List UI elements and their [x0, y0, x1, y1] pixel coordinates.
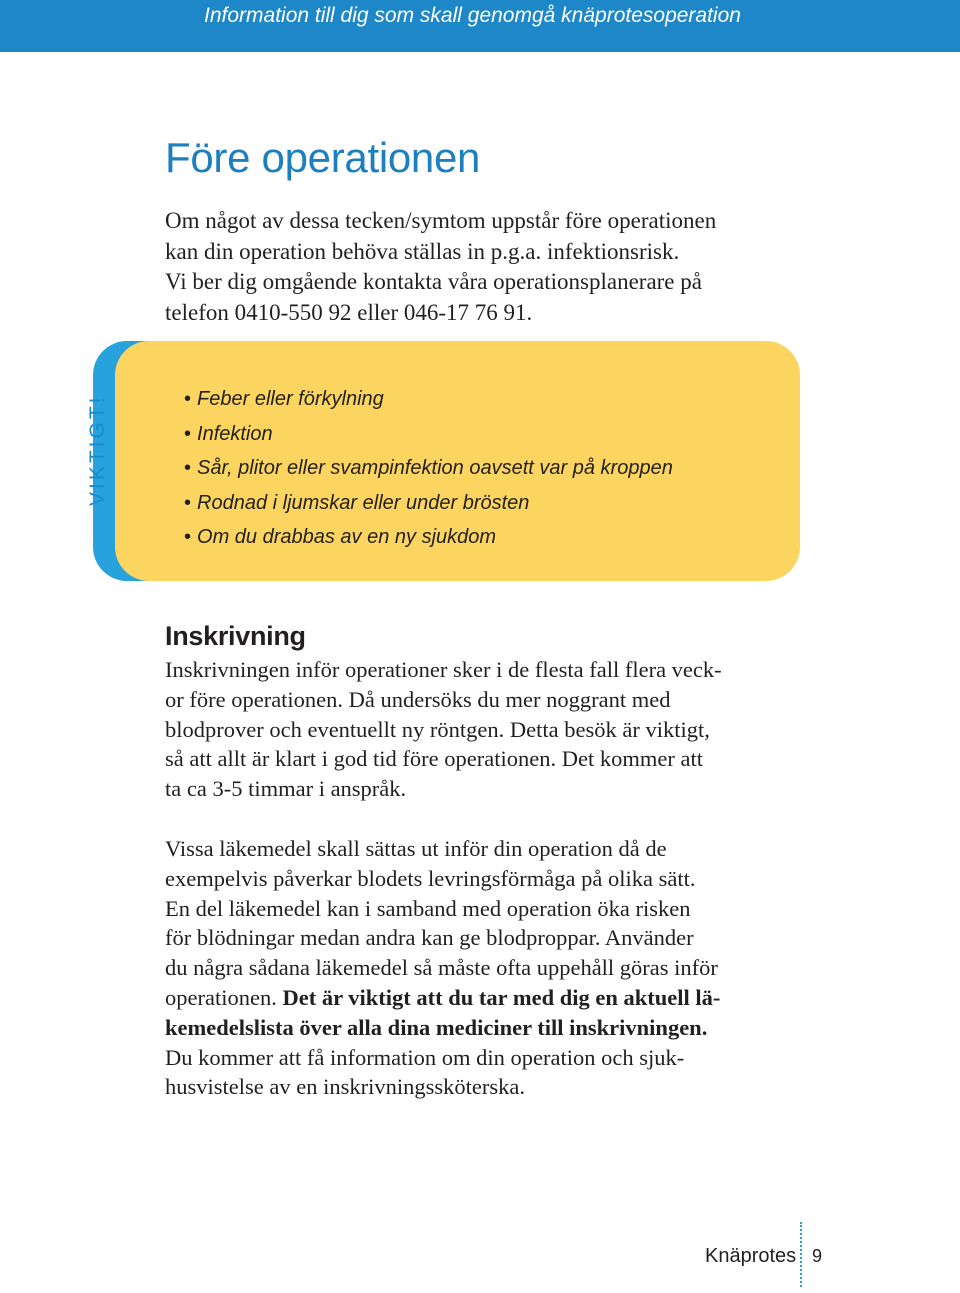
list-item-text: Feber eller förkylning: [197, 388, 384, 410]
paragraph-line: så att allt är klart i god tid före operationen. Det kommer att: [165, 746, 703, 772]
list-item: [184, 417, 673, 452]
paragraph-line: Inskrivningen inför operationer sker i de flesta fall flera veck-: [165, 657, 722, 682]
footer-label: Knäprotes: [705, 1245, 797, 1267]
paragraph-line: blodprover och eventuellt ny röntgen. Detta besök är viktigt,: [165, 716, 710, 742]
paragraph-line: [165, 1013, 825, 1043]
list-item-text: Sår, plitor eller svampinfektion oavsett var på kroppen: [197, 457, 673, 479]
paragraph-line: [165, 1072, 825, 1102]
list-item: [184, 520, 673, 555]
intro-line: Om något av dessa tecken/symtom uppstår före operationen: [165, 208, 717, 233]
paragraph-text: En del läkemedel kan i samband med operation öka risken: [165, 895, 691, 921]
bullet-icon: •: [184, 491, 192, 514]
bullet-icon: •: [184, 388, 192, 410]
paragraph-text: operationen.: [165, 984, 283, 1010]
list-item: [184, 382, 673, 417]
paragraph-text: du några sådana läkemedel så måste ofta uppehåll göras inför: [165, 955, 718, 981]
paragraph-line: [165, 894, 825, 924]
list-item: [184, 451, 673, 486]
paragraph-text: Vissa läkemedel skall sättas ut inför din operation då de: [165, 836, 667, 861]
paragraph-line: [165, 1043, 825, 1073]
header-bar: [0, 0, 960, 52]
paragraph-line: ta ca 3-5 timmar i anspråk.: [165, 776, 407, 802]
intro-line: Vi ber dig omgående kontakta våra operationsplanerare på: [165, 269, 702, 295]
intro-line: telefon 0410-550 92 eller 046-17 76 91.: [165, 299, 533, 325]
list-item-text: Infektion: [197, 422, 273, 445]
callout-label: VIKTIGT!: [86, 394, 109, 506]
paragraph-text: exempelvis påverkar blodets levringsförmåga på olika sätt.: [165, 865, 696, 891]
important-note: Det är viktigt att du tar med dig en aktuell lä-: [282, 984, 721, 1010]
paragraph-line: [165, 983, 825, 1013]
footer-divider: [800, 1222, 802, 1287]
list-item: [184, 486, 673, 521]
paragraph-line: [165, 953, 825, 983]
intro-paragraph: [165, 206, 825, 328]
paragraph-line: [165, 923, 825, 953]
paragraph-line: or före operationen. Då undersöks du mer noggrant med: [165, 686, 671, 712]
page-number: 9: [812, 1246, 823, 1266]
important-note: kemedelslista över alla dina mediciner till inskrivningen.: [165, 1014, 708, 1040]
list-item-text: Om du drabbas av en ny sjukdom: [197, 526, 497, 548]
paragraph-line: [165, 864, 825, 894]
header-title: Information till dig som skall genomgå knäprotesoperation: [204, 4, 741, 27]
section-title: Inskrivning: [165, 621, 306, 651]
list-item-text: Rodnad i ljumskar eller under brösten: [197, 491, 530, 514]
paragraph-line: [165, 834, 825, 864]
page-title: Före operationen: [165, 134, 481, 181]
intro-line: kan din operation behöva ställas in p.g.a. infektionsrisk.: [165, 238, 680, 264]
paragraph-text: Du kommer att få information om din operation och sjuk-: [165, 1044, 685, 1070]
inskrivning-paragraph: [165, 655, 825, 804]
paragraph-text: husvistelse av en inskrivningssköterska.: [165, 1074, 525, 1100]
bullet-icon: •: [184, 526, 192, 548]
bullet-icon: •: [184, 422, 192, 445]
symptom-list: [184, 382, 673, 555]
bullet-icon: •: [184, 457, 192, 479]
medication-paragraph: [165, 834, 825, 1102]
paragraph-text: för blödningar medan andra kan ge blodproppar. Använder: [165, 925, 694, 951]
